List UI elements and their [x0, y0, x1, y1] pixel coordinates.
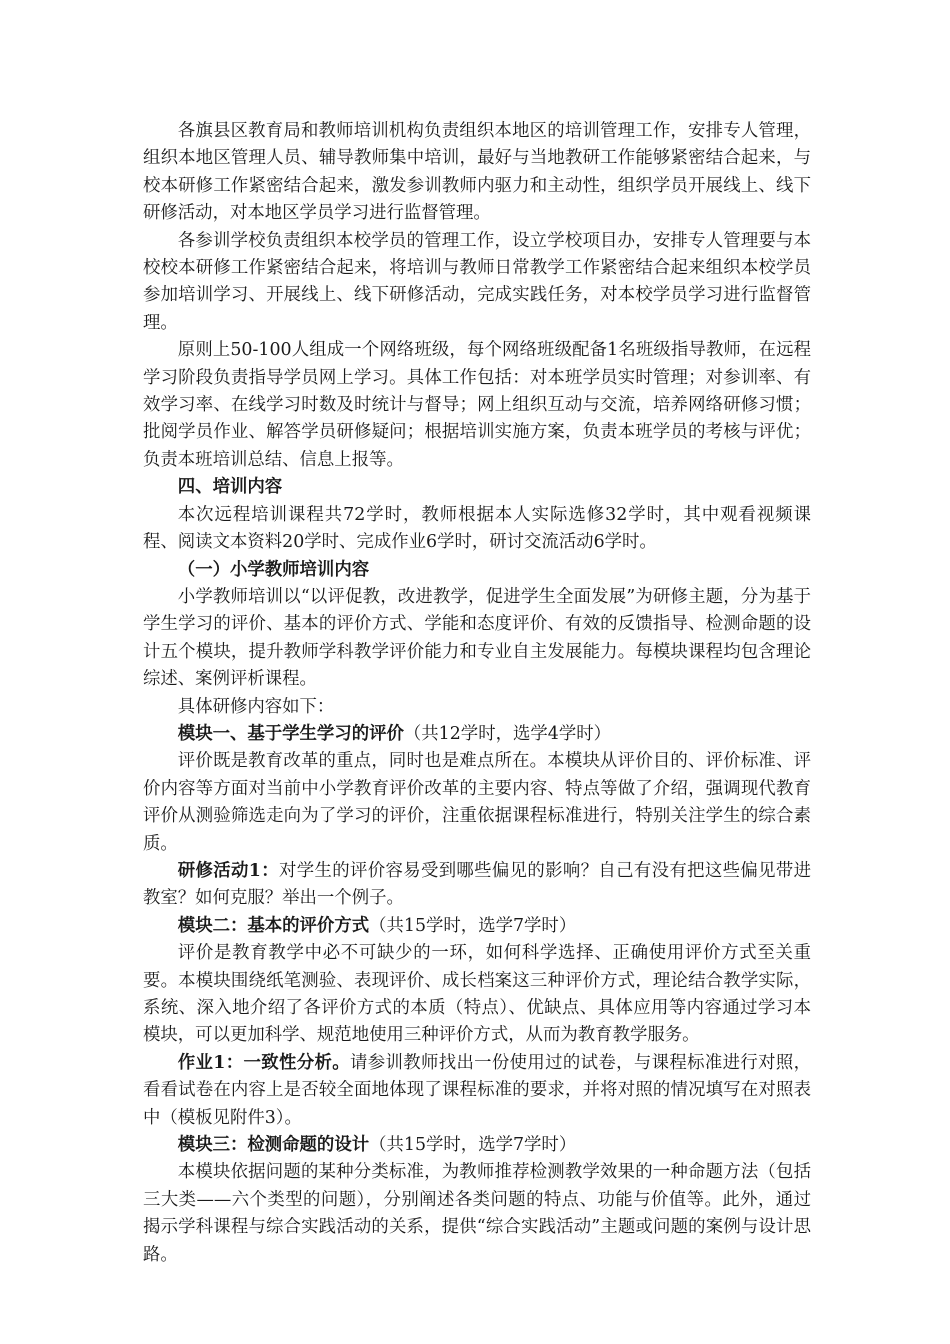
- paragraph-primary-theme: 小学教师培训以“以评促教，改进教学，促进学生全面发展”为研修主题，分为基于学生学习的评价、基本的评价方式、学能和态度评价、有效的反馈指导、检测命题的设计五个模块，提升教师学科教学评价能力和专业自主发展能力。每模块课程均包含理论综述、案例评析课程。: [143, 586, 811, 690]
- module-2-heading: [143, 913, 811, 940]
- paragraph-module-2: 评价是教育教学中必不可缺少的一环，如何科学选择、正确使用评价方式至关重要。本模块围绕纸笔测验、表现评价、成长档案这三种评价方式，理论结合教学实际，系统、深入地介绍了各评价方式的本质（特点）、优缺点、具体应用等内容通过学习本模块，可以更加科学、规范地使用三种评价方式，从而为教育教学服务。: [143, 943, 811, 1046]
- module-1-heading: [143, 721, 811, 748]
- module-3-title: 模块三：检测命题的设计: [177, 1135, 370, 1156]
- module-2-hours: （共15学时，选学7学时）: [369, 915, 577, 936]
- module-2-title: 模块二：基本的评价方式: [177, 915, 370, 936]
- homework-1: [143, 1050, 811, 1132]
- paragraph-school-management: 各参训学校负责组织本校学员的管理工作，设立学校项目办，安排专人管理要与本校校本研修工作紧密结合起来，将培训与教师日常教学工作紧密结合起来组织本校学员参加培训学习、开展线上、线下研修活动，完成实践任务，对本校学员学习进行监督管理。: [143, 230, 811, 333]
- module-3-heading: [143, 1132, 811, 1159]
- document-body: [143, 118, 811, 1269]
- module-1-title: 模块一、基于学生学习的评价: [177, 723, 404, 744]
- paragraph-module-1: 评价既是教育改革的重点，同时也是难点所在。本模块从评价目的、评价标准、评价内容等方面对当前中小学教育评价改革的主要内容、特点等做了介绍，强调现代教育评价从测验筛选走向为了学习的评价，注重依据课程标准进行，特别关注学生的综合素质。: [143, 751, 811, 854]
- homework-1-text: 请参训教师找出一份使用过的试卷，与课程标准进行对照，看看试卷在内容上是否较全面地体现了课程标准的要求，并将对照的情况填写在对照表中（模板见附件3）。: [143, 1052, 811, 1128]
- activity-1-label: 研修活动1：: [177, 860, 279, 881]
- paragraph-content-intro: 具体研修内容如下：: [177, 696, 335, 717]
- paragraph-course-hours: 本次远程培训课程共72学时，教师根据本人实际选修32学时，其中观看视频课程、阅读文本资料20学时、完成作业6学时，研讨交流活动6学时。: [143, 504, 811, 553]
- section-heading-training-content: 四、培训内容: [177, 477, 283, 498]
- module-1-hours: （共12学时，选学4学时）: [403, 723, 611, 744]
- activity-1-text: 对学生的评价容易受到哪些偏见的影响？自己有没有把这些偏见带进教室？如何克服？举出一个例子。: [143, 860, 811, 909]
- module-3-hours: （共15学时，选学7学时）: [369, 1135, 577, 1156]
- activity-1: [143, 858, 811, 913]
- homework-1-label: 作业1：一致性分析。: [177, 1052, 350, 1073]
- paragraph-county-management: 各旗县区教育局和教师培训机构负责组织本地区的培训管理工作，安排专人管理，组织本地区管理人员、辅导教师集中培训，最好与当地教研工作能够紧密结合起来，与校本研修工作紧密结合起来，激发参训教师内驱力和主动性，组织学员开展线上、线下研修活动，对本地区学员学习进行监督管理。: [143, 121, 811, 224]
- paragraph-online-class: 原则上50-100人组成一个网络班级，每个网络班级配备1名班级指导教师，在远程学习阶段负责指导学员网上学习。具体工作包括：对本班学员实时管理；对参训率、有效学习率、在线学习时数及时统计与督导；网上组织互动与交流，培养网络研修习惯；批阅学员作业、解答学员研修疑问；根据培训实施方案，负责本班学员的考核与评优；负责本班培训总结、信息上报等。: [143, 340, 811, 470]
- subsection-heading-primary: （一）小学教师培训内容: [177, 559, 370, 580]
- paragraph-module-3: 本模块依据问题的某种分类标准，为教师推荐检测教学效果的一种命题方法（包括三大类——六个类型的问题），分别阐述各类问题的特点、功能与价值等。此外，通过揭示学科课程与综合实践活动的关系，提供“综合实践活动”主题或问题的案例与设计思路。: [143, 1162, 811, 1265]
